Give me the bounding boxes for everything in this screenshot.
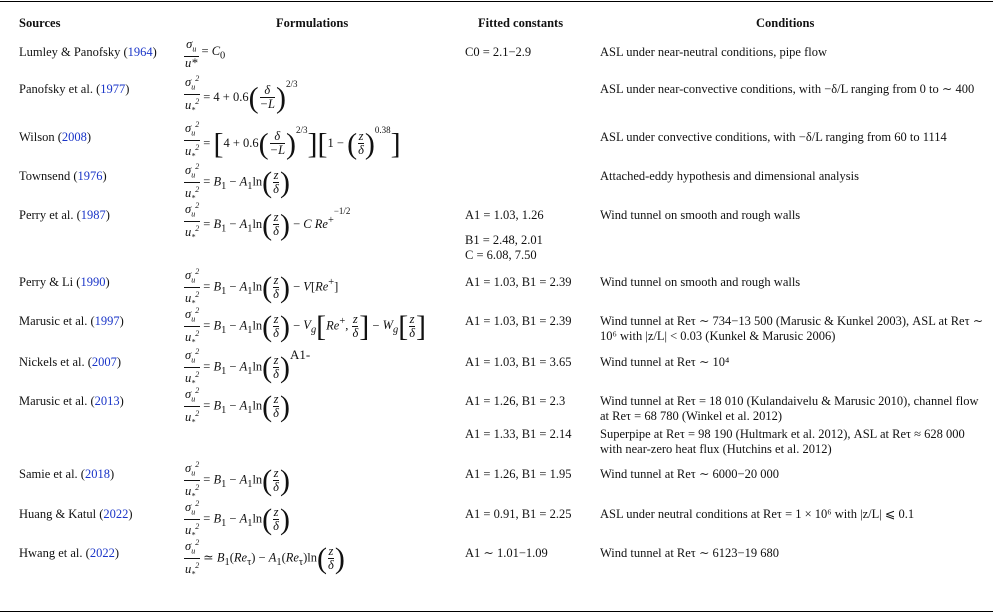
year-link[interactable]: 2018 <box>84 467 110 481</box>
formula-row-5: $\frac{\sigma_u^2}{u_*^2}$ = $B_1 - A_1\ln$( $\frac{z}{\delta}) - V[Re^+]$ <box>185 267 339 308</box>
header-formulations: Formulations <box>276 16 349 30</box>
year-link[interactable]: 1964 <box>127 45 153 59</box>
source-cell: Marusic et al. (1997) <box>19 314 124 328</box>
formula-row-6: $\frac{\sigma_u^2}{u_*^2}$ = $B_1 - A_1\ln$( $\frac{z}{\delta}) - V_g[Re^+$, $\frac{z}{\delta}] - W_g$[ $\frac{z}{\delta}$] <box>185 306 427 347</box>
constants-cell: A1 = 1.03, B1 = 2.39 <box>465 275 572 289</box>
formula-row-7: $\frac{\sigma_u^2}{u_*^2}$ = $B_1 - A_1\ln$( $\frac{z}{\delta}$) <box>185 347 290 388</box>
conditions-cell: Wind tunnel at Reτ ∼ 6123−19 680 <box>600 546 779 560</box>
conditions-cell: Wind tunnel at Reτ ∼ 734−13 500 (Marusic & Kunkel 2003), ASL at Reτ ∼ 10⁶ with |z/L| < 0.03 (Kunkel & Marusic 2006) <box>600 314 984 343</box>
source-cell: Panofsky et al. (1977) <box>19 82 130 96</box>
conditions-cell: Superpipe at Reτ = 98 190 (Hultmark et al. 2012), ASL at Reτ ≈ 628 000 with near-zero heat flux (Hutchins et al. 2012) <box>600 427 965 456</box>
source-cell: Perry et al. (1987) <box>19 208 110 222</box>
formula-row-11: $\frac{\sigma_u^2}{u_*^2}$ ≃ $B_1(Re_\tau) - A_1(Re_\tau)\ln$( $\frac{z}{\delta}$) <box>185 538 345 579</box>
conditions-cell: Wind tunnel at Reτ ∼ 10⁴ <box>600 355 730 369</box>
formula-row-9: $\frac{\sigma_u^2}{u_*^2}$ = $B_1 - A_1\ln$( $\frac{z}{\delta}$) <box>185 460 290 501</box>
source-cell: Townsend (1976) <box>19 169 107 183</box>
header-conditions: Conditions <box>756 16 815 30</box>
constants-cell: A1 = 0.91, B1 = 2.25 <box>465 507 572 521</box>
year-link[interactable]: 1997 <box>94 314 120 328</box>
source-cell: Hwang et al. (2022) <box>19 546 119 560</box>
year-link[interactable]: 1976 <box>77 169 103 183</box>
header-sources: Sources <box>19 16 61 30</box>
bottom-rule <box>0 611 993 612</box>
year-link[interactable]: 2013 <box>94 394 120 408</box>
conditions-cell: ASL under neutral conditions at Reτ = 1 × 10⁶ with |z/L| ⩽ 0.1 <box>600 507 915 521</box>
constants-cell: A1 = 1.33, B1 = 2.14 <box>465 427 572 441</box>
source-cell: Wilson (2008) <box>19 130 92 144</box>
source-cell: Samie et al. (2018) <box>19 467 115 481</box>
source-cell: Marusic et al. (2013) <box>19 394 124 408</box>
source-cell: Perry & Li (1990) <box>19 275 110 289</box>
constants-cell: C = 6.08, 7.50 <box>465 248 537 262</box>
formula-row-8: $\frac{\sigma_u^2}{u_*^2}$ = $B_1 - A_1\ln$( $\frac{z}{\delta}$) <box>185 386 290 427</box>
source-cell: Huang & Katul (2022) <box>19 507 133 521</box>
constants-cell: A1 = 1.26, B1 = 2.3 <box>465 394 566 408</box>
constants-cell: A1 = 1.03, B1 = 2.39 <box>465 314 572 328</box>
formula-row-2: $\frac{\sigma_u^2}{u_*^2}$ = [4 + 0.6( $\frac{\delta}{-L})^{2/3}][1$ − ( $\frac{z}{\delta})^{0.38}$] <box>185 120 401 161</box>
year-link[interactable]: 1977 <box>100 82 126 96</box>
conditions-cell: Wind tunnel on smooth and rough walls <box>600 208 801 222</box>
header-constants: Fitted constants <box>478 16 564 30</box>
formula-row-10: $\frac{\sigma_u^2}{u_*^2}$ = $B_1 - A_1\ln$( $\frac{z}{\delta}$) <box>185 499 290 540</box>
constants-cell: B1 = 2.48, 2.01 <box>465 233 543 247</box>
conditions-cell: ASL under convective conditions, with −δ/L ranging from 60 to 1114 <box>600 130 947 144</box>
constants-cell: A1 ∼ 1.01−1.09 <box>465 546 548 560</box>
year-link[interactable]: 2022 <box>89 546 115 560</box>
formula-row-4: $\frac{\sigma_u^2}{u_*^2}$ = $B_1 - A_1\ln$( $\frac{z}{\delta}) - C$ $Re^{+-1/2}$ <box>185 201 351 242</box>
formula-row-3: $\frac{\sigma_u^2}{u_*^2}$ = $B_1 - A_1\ln$( $\frac{z}{\delta}$) <box>185 162 290 203</box>
source-cell: Nickels et al. (2007) <box>19 355 122 369</box>
overlay-text: A1- <box>290 347 311 362</box>
year-link[interactable]: 1990 <box>80 275 106 289</box>
formula-row-0: $\frac{\sigma_u}{u*}$ = $C_0$ <box>185 37 226 70</box>
constants-cell: A1 = 1.03, B1 = 3.65 <box>465 355 572 369</box>
constants-cell: C0 = 2.1−2.9 <box>465 45 532 59</box>
conditions-cell: ASL under near-neutral conditions, pipe flow <box>600 45 828 59</box>
constants-cell: A1 = 1.03, 1.26 <box>465 208 544 222</box>
constants-cell: A1 = 1.26, B1 = 1.95 <box>465 467 572 481</box>
conditions-cell: Wind tunnel on smooth and rough walls <box>600 275 801 289</box>
year-link[interactable]: 1987 <box>80 208 106 222</box>
conditions-cell: Wind tunnel at Reτ = 18 010 (Kulandaivelu & Marusic 2010), channel flow at Reτ = 68 780 (Winkel et al. 2012) <box>600 394 979 423</box>
conditions-cell: Wind tunnel at Reτ ∼ 6000−20 000 <box>600 467 779 481</box>
top-rule <box>0 1 993 2</box>
conditions-cell: Attached-eddy hypothesis and dimensional analysis <box>600 169 859 183</box>
year-link[interactable]: 2022 <box>103 507 129 521</box>
conditions-cell: ASL under near-convective conditions, with −δ/L ranging from 0 to ∼ 400 <box>600 82 975 96</box>
formula-row-1: $\frac{\sigma_u^2}{u_*^2}$ = 4 + 0.6( $\frac{\delta}{-L})^{2/3}$ <box>185 74 298 115</box>
year-link[interactable]: 2007 <box>91 355 117 369</box>
source-cell: Lumley & Panofsky (1964) <box>19 45 157 59</box>
year-link[interactable]: 2008 <box>61 130 87 144</box>
